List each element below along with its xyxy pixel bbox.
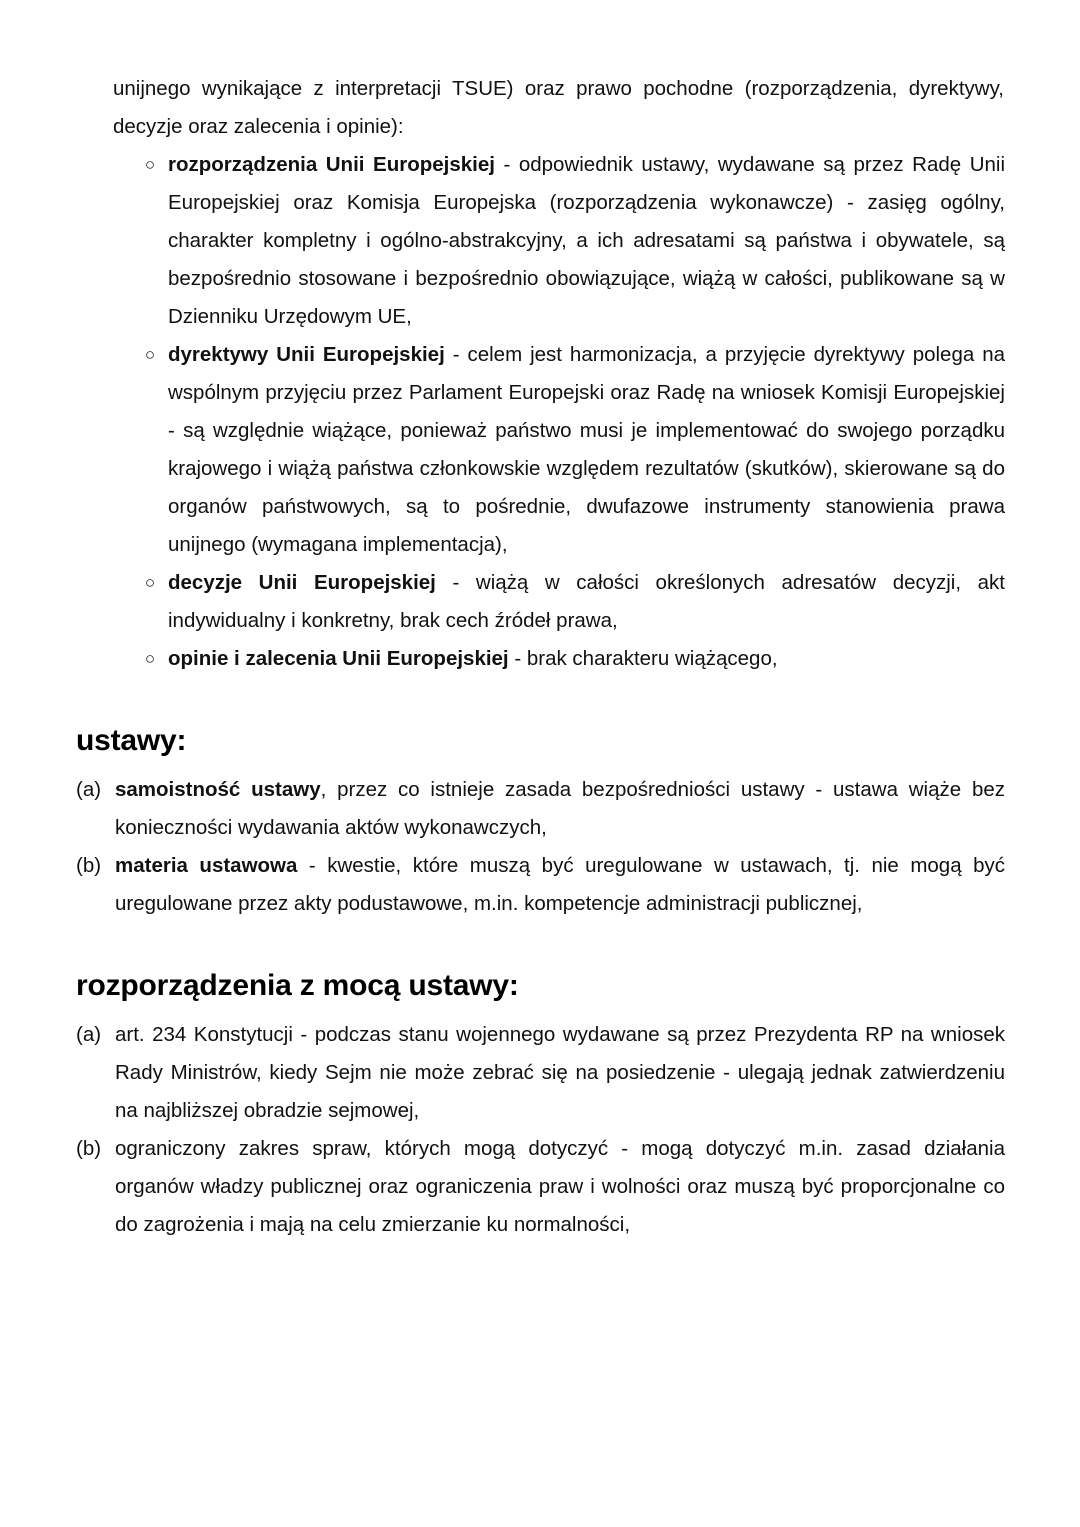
intro-paragraph: unijnego wynikające z interpretacji TSUE) oraz prawo pochodne (rozporządzenia, dyrektywy, decyzje oraz zalecenia i opinie): xyxy=(113,77,1004,138)
page-title: ustawy: xyxy=(76,724,187,757)
list-item xyxy=(76,1016,1005,1130)
list-item-term: samoistność ustawy xyxy=(115,778,321,801)
spacer xyxy=(76,678,1005,723)
spacer xyxy=(76,923,1005,968)
circle-bullet-icon: ○ xyxy=(144,573,156,592)
list-item xyxy=(76,564,1005,640)
list-item-term: dyrektywy Unii Europejskiej xyxy=(168,343,445,366)
list-item-marker: (b) xyxy=(76,854,102,877)
list-item xyxy=(76,336,1005,564)
list-item-body: , przez co istnieje zasada bezpośredniości ustawy - ustawa wiąże bez konieczności wydawania aktów wykonawczych, xyxy=(115,778,1005,839)
ustawy-item-list xyxy=(76,771,1005,923)
list-item-marker: (a) xyxy=(76,778,102,801)
list-item xyxy=(76,1130,1005,1244)
circle-bullet-icon: ○ xyxy=(144,155,156,174)
list-item xyxy=(76,640,1005,678)
list-item xyxy=(76,847,1005,923)
eu-acts-bullet-list xyxy=(76,146,1005,678)
list-item xyxy=(76,146,1005,336)
list-item-body: - brak charakteru wiążącego, xyxy=(508,647,778,670)
circle-bullet-icon: ○ xyxy=(144,649,156,668)
list-item-body: - wiążą w całości określonych adresatów decyzji, akt indywidualny i konkretny, brak cech źródeł prawa, xyxy=(168,571,1005,632)
rozporzadzenia-item-list xyxy=(76,1016,1005,1244)
spacer xyxy=(76,759,1005,771)
list-item xyxy=(76,771,1005,847)
list-item-term: opinie i zalecenia Unii Europejskiej xyxy=(168,647,509,670)
list-item-marker: (a) xyxy=(76,1023,102,1046)
page-title: rozporządzenia z mocą ustawy: xyxy=(76,969,519,1002)
list-item-term: rozporządzenia Unii Europejskiej xyxy=(168,153,495,176)
spacer xyxy=(76,1004,1005,1016)
list-item-body: - kwestie, które muszą być uregulowane w ustawach, tj. nie mogą być uregulowane przez akty podustawowe, m.in. kompetencje administracji publicznej, xyxy=(115,854,1006,915)
list-item-body: - odpowiednik ustawy, wydawane są przez Radę Unii Europejskiej oraz Komisja Europejska (rozporządzenia wykonawcze) - zasięg ogólny, charakter kompletny i ogólno-abstrakcyjny, a ich adresatami są państwa i obywatele, są bezpośrednio stosowane i bezpośrednio obowiązujące, wiążą w całości, publikowane są w Dzienniku Urzędowym UE, xyxy=(168,153,1006,328)
list-item-body: ograniczony zakres spraw, których mogą dotyczyć - mogą dotyczyć m.in. zasad działania organów władzy publicznej oraz ograniczenia praw i wolności oraz muszą być proporcjonalne co do zagrożenia i mają na celu zmierzanie ku normalności, xyxy=(115,1137,1005,1236)
circle-bullet-icon: ○ xyxy=(144,345,156,364)
list-item-marker: (b) xyxy=(76,1137,102,1160)
list-item-term: materia ustawowa xyxy=(115,854,298,877)
list-item-body: art. 234 Konstytucji - podczas stanu wojennego wydawane są przez Prezydenta RP na wniosek Rady Ministrów, kiedy Sejm nie może zebrać się na posiedzenie - ulegają jednak zatwierdzeniu na najbliższej obradzie sejmowej, xyxy=(115,1023,1005,1122)
list-item-term: decyzje Unii Europejskiej xyxy=(168,571,436,594)
list-item-body: - celem jest harmonizacja, a przyjęcie dyrektywy polega na wspólnym przyjęciu przez Parlament Europejski oraz Radę na wniosek Komisji Europejskiej - są względnie wiążące, ponieważ państwo musi je implementować do swojego porządku krajowego i wiążą państwa członkowskie względem rezultatów (skutków), skierowane są do organów państwowych, są to pośrednie, dwufazowe instrumenty stanowienia prawa unijnego (wymagana implementacja), xyxy=(168,343,1005,556)
